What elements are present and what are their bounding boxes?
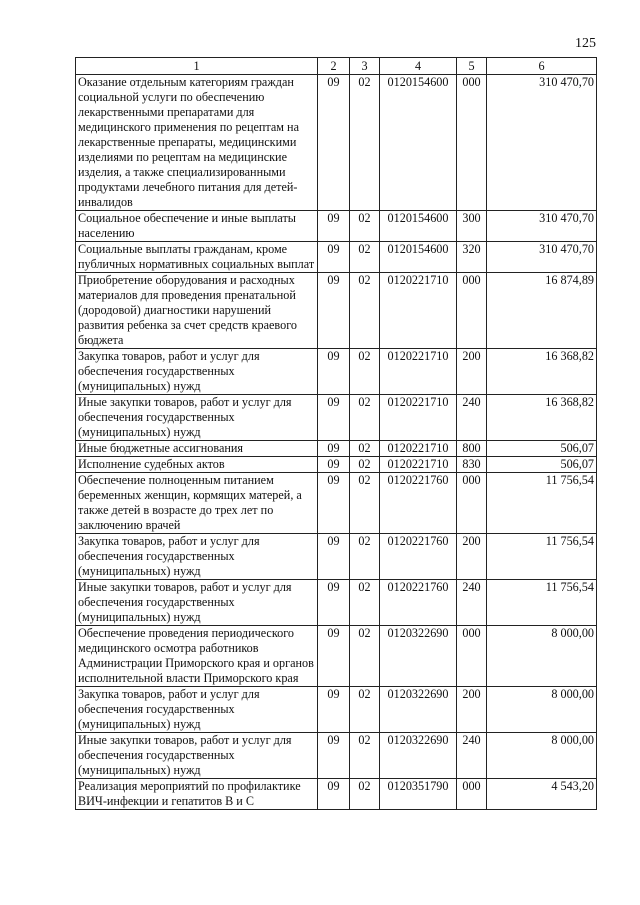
row-target-article-cell: 0120221710 xyxy=(380,395,457,441)
row-name-cell: Приобретение оборудования и расходных материалов для проведения пренатальной (дородовой) диагностики нарушений развития ребенка за счет средств краевого бюджета xyxy=(76,273,318,349)
row-section-cell: 09 xyxy=(318,473,350,534)
row-name-cell: Социальные выплаты гражданам, кроме публичных нормативных социальных выплат xyxy=(76,242,318,273)
row-expense-type-cell: 000 xyxy=(457,779,487,810)
row-amount-cell: 310 470,70 xyxy=(487,242,597,273)
column-header-subsection: 3 xyxy=(350,58,380,75)
row-expense-type-cell: 000 xyxy=(457,273,487,349)
row-subsection-cell: 02 xyxy=(350,441,380,457)
column-header-target-article: 4 xyxy=(380,58,457,75)
table-row xyxy=(76,211,597,242)
budget-table xyxy=(75,57,597,810)
row-target-article-cell: 0120351790 xyxy=(380,779,457,810)
row-expense-type-cell: 200 xyxy=(457,349,487,395)
column-header-amount: 6 xyxy=(487,58,597,75)
column-header-expense-type: 5 xyxy=(457,58,487,75)
row-target-article-cell: 0120221710 xyxy=(380,349,457,395)
row-amount-cell: 4 543,20 xyxy=(487,779,597,810)
row-target-article-cell: 0120154600 xyxy=(380,211,457,242)
row-subsection-cell: 02 xyxy=(350,211,380,242)
row-name-cell: Иные закупки товаров, работ и услуг для обеспечения государственных (муниципальных) нужд xyxy=(76,580,318,626)
row-subsection-cell: 02 xyxy=(350,733,380,779)
row-target-article-cell: 0120221760 xyxy=(380,534,457,580)
row-name-cell: Оказание отдельным категориям граждан социальной услуги по обеспечению лекарственными препаратами для медицинского применения по рецептам на лекарственные препараты, медицинскими изделиями по рецептам на медицинские изделия, а также специализированными продуктами лечебного питания для детей-инвалидов xyxy=(76,75,318,211)
row-name-cell: Закупка товаров, работ и услуг для обеспечения государственных (муниципальных) нужд xyxy=(76,349,318,395)
row-subsection-cell: 02 xyxy=(350,349,380,395)
row-expense-type-cell: 200 xyxy=(457,687,487,733)
row-subsection-cell: 02 xyxy=(350,395,380,441)
page-number: 125 xyxy=(575,36,596,51)
row-section-cell: 09 xyxy=(318,75,350,211)
column-header-name: 1 xyxy=(76,58,318,75)
row-subsection-cell: 02 xyxy=(350,580,380,626)
table-row xyxy=(76,273,597,349)
row-section-cell: 09 xyxy=(318,273,350,349)
row-name-cell: Исполнение судебных актов xyxy=(76,457,318,473)
row-section-cell: 09 xyxy=(318,733,350,779)
table-row xyxy=(76,242,597,273)
row-amount-cell: 506,07 xyxy=(487,457,597,473)
table-row xyxy=(76,733,597,779)
row-section-cell: 09 xyxy=(318,779,350,810)
table-row xyxy=(76,580,597,626)
table-row xyxy=(76,534,597,580)
row-name-cell: Обеспечение полноценным питанием беременных женщин, кормящих матерей, а также детей в возрасте до трех лет по заключению врачей xyxy=(76,473,318,534)
row-expense-type-cell: 830 xyxy=(457,457,487,473)
row-amount-cell: 310 470,70 xyxy=(487,75,597,211)
row-section-cell: 09 xyxy=(318,441,350,457)
table-body xyxy=(76,75,597,810)
row-target-article-cell: 0120221710 xyxy=(380,457,457,473)
row-expense-type-cell: 200 xyxy=(457,534,487,580)
row-subsection-cell: 02 xyxy=(350,779,380,810)
row-name-cell: Реализация мероприятий по профилактике ВИЧ-инфекции и гепатитов B и C xyxy=(76,779,318,810)
row-expense-type-cell: 240 xyxy=(457,580,487,626)
table-row xyxy=(76,349,597,395)
row-section-cell: 09 xyxy=(318,457,350,473)
row-expense-type-cell: 240 xyxy=(457,395,487,441)
row-expense-type-cell: 300 xyxy=(457,211,487,242)
row-subsection-cell: 02 xyxy=(350,687,380,733)
table-header-row xyxy=(76,58,597,75)
row-section-cell: 09 xyxy=(318,349,350,395)
row-subsection-cell: 02 xyxy=(350,273,380,349)
row-name-cell: Иные бюджетные ассигнования xyxy=(76,441,318,457)
row-amount-cell: 8 000,00 xyxy=(487,626,597,687)
row-target-article-cell: 0120322690 xyxy=(380,687,457,733)
row-target-article-cell: 0120154600 xyxy=(380,75,457,211)
row-name-cell: Закупка товаров, работ и услуг для обеспечения государственных (муниципальных) нужд xyxy=(76,534,318,580)
row-section-cell: 09 xyxy=(318,242,350,273)
row-amount-cell: 506,07 xyxy=(487,441,597,457)
row-subsection-cell: 02 xyxy=(350,242,380,273)
row-expense-type-cell: 000 xyxy=(457,626,487,687)
row-section-cell: 09 xyxy=(318,211,350,242)
row-amount-cell: 11 756,54 xyxy=(487,473,597,534)
row-target-article-cell: 0120154600 xyxy=(380,242,457,273)
table-row xyxy=(76,473,597,534)
table-row xyxy=(76,395,597,441)
row-expense-type-cell: 000 xyxy=(457,473,487,534)
row-subsection-cell: 02 xyxy=(350,457,380,473)
row-subsection-cell: 02 xyxy=(350,534,380,580)
row-section-cell: 09 xyxy=(318,580,350,626)
row-section-cell: 09 xyxy=(318,395,350,441)
row-expense-type-cell: 240 xyxy=(457,733,487,779)
row-name-cell: Иные закупки товаров, работ и услуг для обеспечения государственных (муниципальных) нужд xyxy=(76,733,318,779)
row-amount-cell: 11 756,54 xyxy=(487,534,597,580)
row-subsection-cell: 02 xyxy=(350,75,380,211)
row-expense-type-cell: 800 xyxy=(457,441,487,457)
row-target-article-cell: 0120221760 xyxy=(380,473,457,534)
table-row xyxy=(76,779,597,810)
row-subsection-cell: 02 xyxy=(350,626,380,687)
row-amount-cell: 8 000,00 xyxy=(487,687,597,733)
row-expense-type-cell: 000 xyxy=(457,75,487,211)
row-section-cell: 09 xyxy=(318,687,350,733)
row-name-cell: Обеспечение проведения периодического медицинского осмотра работников Администрации Приморского края и органов исполнительной власти Приморского края xyxy=(76,626,318,687)
row-amount-cell: 16 368,82 xyxy=(487,349,597,395)
row-amount-cell: 310 470,70 xyxy=(487,211,597,242)
row-section-cell: 09 xyxy=(318,534,350,580)
table-row xyxy=(76,441,597,457)
row-target-article-cell: 0120221710 xyxy=(380,441,457,457)
row-target-article-cell: 0120221710 xyxy=(380,273,457,349)
table-row xyxy=(76,457,597,473)
row-amount-cell: 16 874,89 xyxy=(487,273,597,349)
row-section-cell: 09 xyxy=(318,626,350,687)
table-row xyxy=(76,687,597,733)
row-amount-cell: 8 000,00 xyxy=(487,733,597,779)
row-target-article-cell: 0120322690 xyxy=(380,626,457,687)
row-amount-cell: 16 368,82 xyxy=(487,395,597,441)
table-row xyxy=(76,75,597,211)
row-name-cell: Социальное обеспечение и иные выплаты населению xyxy=(76,211,318,242)
row-name-cell: Иные закупки товаров, работ и услуг для обеспечения государственных (муниципальных) нужд xyxy=(76,395,318,441)
row-name-cell: Закупка товаров, работ и услуг для обеспечения государственных (муниципальных) нужд xyxy=(76,687,318,733)
row-subsection-cell: 02 xyxy=(350,473,380,534)
column-header-section: 2 xyxy=(318,58,350,75)
table-row xyxy=(76,626,597,687)
row-target-article-cell: 0120221760 xyxy=(380,580,457,626)
row-target-article-cell: 0120322690 xyxy=(380,733,457,779)
row-expense-type-cell: 320 xyxy=(457,242,487,273)
row-amount-cell: 11 756,54 xyxy=(487,580,597,626)
